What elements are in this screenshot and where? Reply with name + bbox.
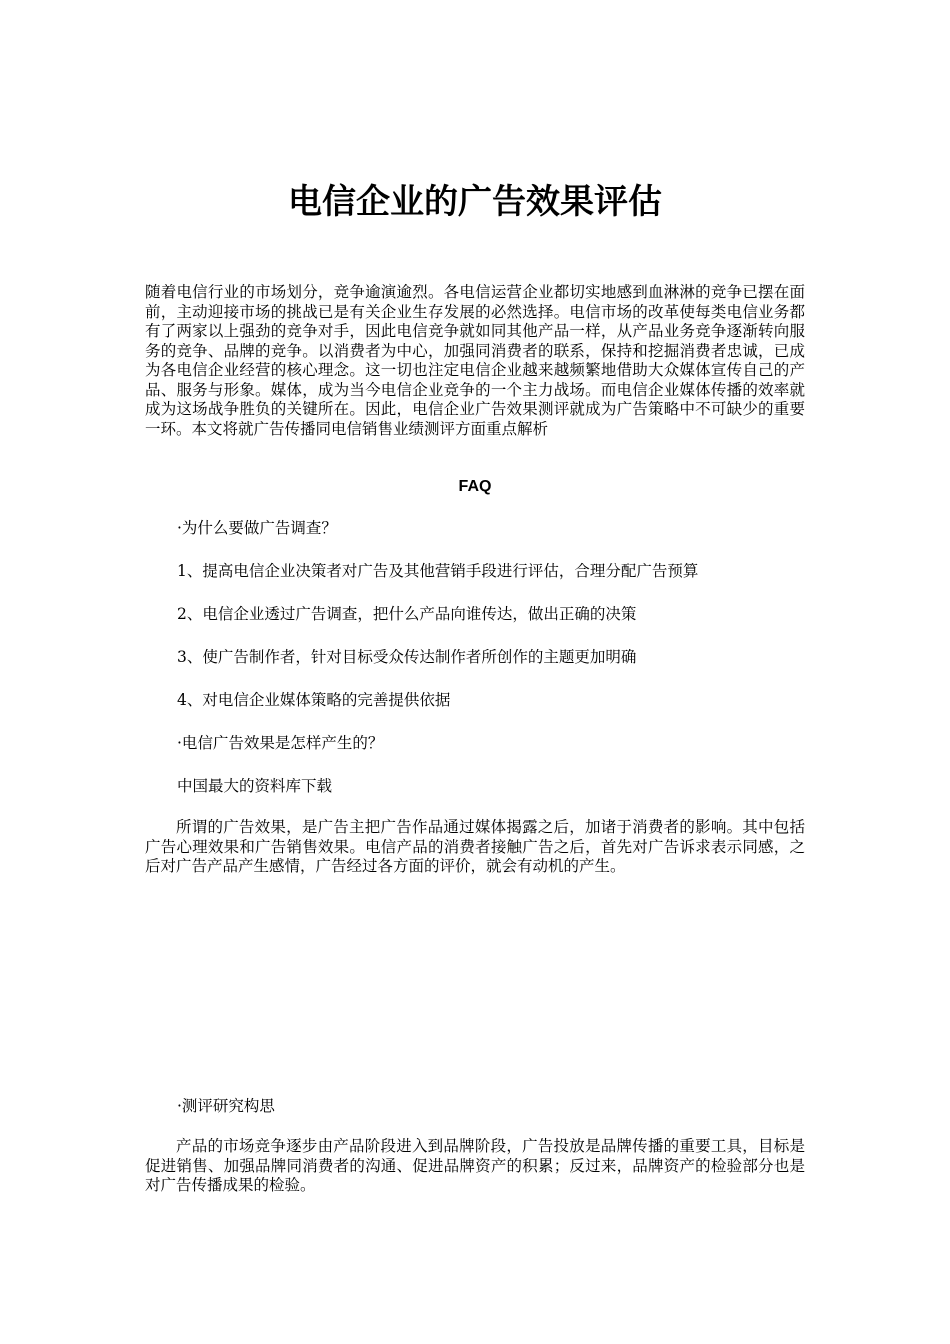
intro-paragraph: 随着电信行业的市场划分，竞争逾演逾烈。各电信运营企业都切实地感到血淋淋的竞争已摆在面前，主动迎接市场的挑战已是有关企业生存发展的必然选择。电信市场的改革使每类电信业务都有了两家以上强劲的竞争对手，因此电信竞争就如同其他产品一样，从产品业务竞争逐渐转向服务的竞争、品牌的竞争。以消费者为中心，加强同消费者的联系，保持和挖掘消费者忠诚，已成为各电信企业经营的核心理念。这一切也注定电信企业越来越频繁地借助大众媒体宣传自己的产品、服务与形象。媒体，成为当今电信企业竞争的一个主力战场。而电信企业媒体传播的效率就成为这场战争胜负的关键所在。因此，电信企业广告效果测评就成为广告策略中不可缺少的重要一环。本文将就广告传播同电信销售业绩测评方面重点解析 — [145, 283, 805, 438]
effect-paragraph: 所谓的广告效果，是广告主把广告作品通过媒体揭露之后，加诸于消费者的影响。其中包括广告心理效果和广告销售效果。电信产品的消费者接触广告之后，首先对广告诉求表示同感，之后对广告产品产生感情，广告经过各方面的评价，就会有动机的产生。 — [145, 818, 805, 875]
concept-paragraph: 产品的市场竞争逐步由产品阶段进入到品牌阶段，广告投放是品牌传播的重要工具，目标是促进销售、加强品牌同消费者的沟通、促进品牌资产的积累；反过来，品牌资产的检验部分也是对广告传播成果的检验。 — [145, 1137, 805, 1194]
download-note: 中国最大的资料库下载 — [177, 777, 333, 795]
question-why-survey: ·为什么要做广告调查？ — [177, 519, 337, 537]
answer-item: 4、对电信企业媒体策略的完善提供依据 — [177, 691, 451, 709]
faq-heading: FAQ — [458, 478, 492, 495]
question-concept: ·测评研究构思 — [177, 1097, 275, 1115]
question-how-effect: ·电信广告效果是怎样产生的？ — [177, 734, 384, 752]
answer-item: 1、提高电信企业决策者对广告及其他营销手段进行评估，合理分配广告预算 — [177, 562, 699, 580]
answer-item: 2、电信企业透过广告调查，把什么产品向谁传达，做出正确的决策 — [177, 605, 637, 623]
answer-item: 3、使广告制作者，针对目标受众传达制作者所创作的主题更加明确 — [177, 648, 637, 666]
document-title: 电信企业的广告效果评估 — [288, 182, 662, 222]
